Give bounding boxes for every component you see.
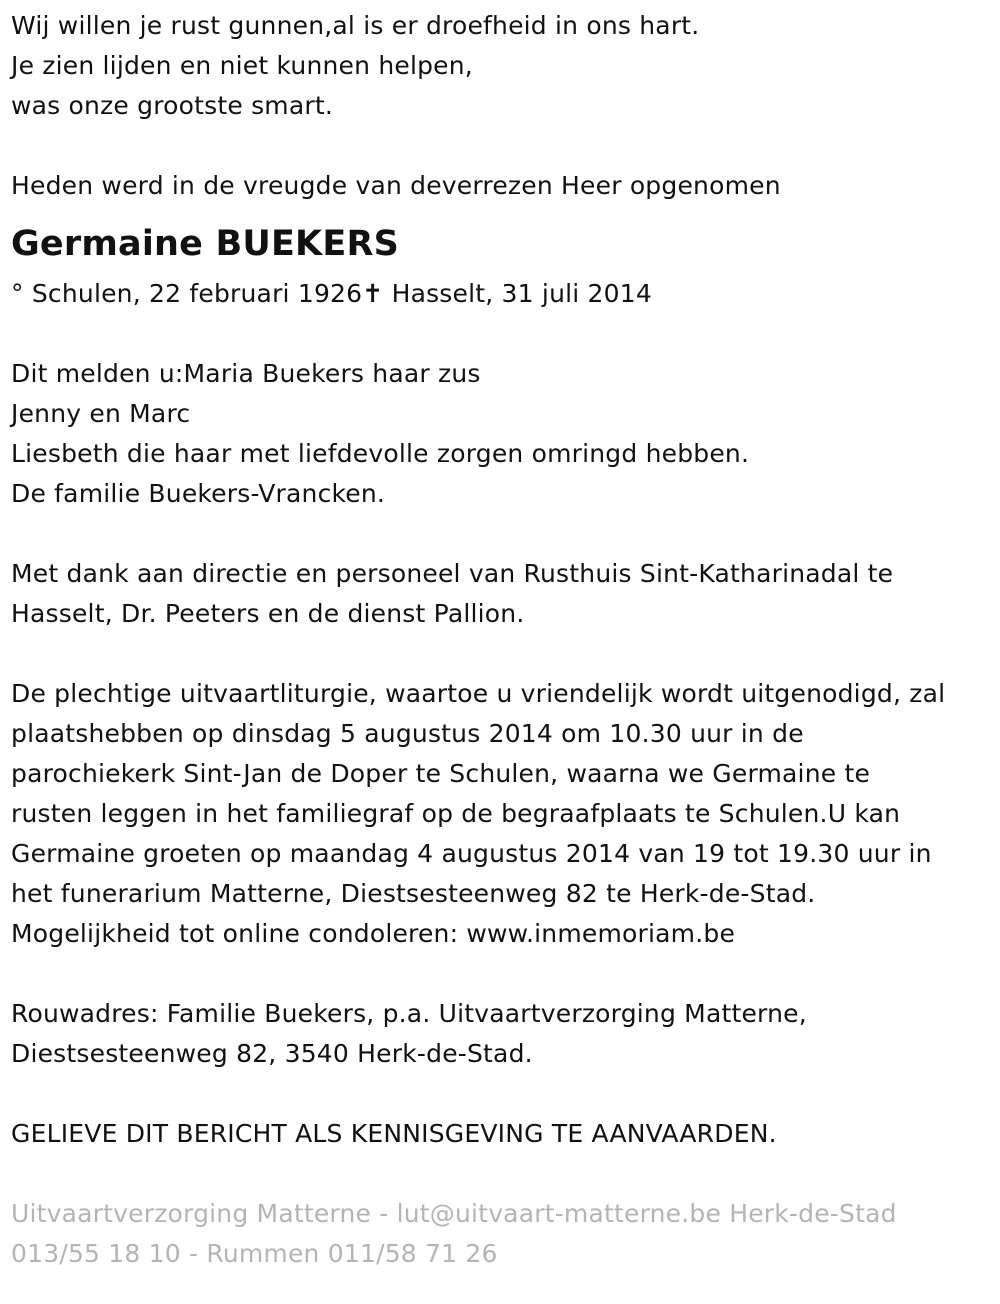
poem [11, 6, 996, 126]
poem-line: Je zien lijden en niet kunnen helpen, [11, 51, 473, 80]
mourning-address [11, 994, 996, 1074]
footer-line: Uitvaartverzorging Matterne - lut@uitvaart-matterne.be Herk-de-Stad [11, 1199, 897, 1228]
obituary-notice [11, 6, 996, 1274]
notice-text: GELIEVE DIT BERICHT ALS KENNISGEVING TE AANVAARDEN. [11, 1119, 777, 1148]
announcer-line: Liesbeth die haar met liefdevolle zorgen omringd hebben. [11, 439, 750, 468]
ceremony-line: Mogelijkheid tot online condoleren: www.inmemoriam.be [11, 919, 736, 948]
thanks-line: Met dank aan directie en personeel van Rusthuis Sint-Katharinadal te [11, 559, 894, 588]
death-date: Hasselt, 31 juli 2014 [383, 279, 652, 308]
poem-line: Wij willen je rust gunnen,al is er droefheid in ons hart. [11, 11, 700, 40]
birth-date: ° Schulen, 22 februari 1926 [11, 279, 363, 308]
thanks-line: Hasselt, Dr. Peeters en de dienst Pallion. [11, 599, 525, 628]
ceremony-line: parochiekerk Sint-Jan de Doper te Schulen, waarna we Germaine te [11, 759, 871, 788]
footer-line: 013/55 18 10 - Rummen 011/58 71 26 [11, 1239, 498, 1268]
announcer-line: Dit melden u:Maria Buekers haar zus [11, 359, 481, 388]
address-line: Rouwadres: Familie Buekers, p.a. Uitvaartverzorging Matterne, [11, 999, 807, 1028]
funeral-director-footer [11, 1194, 996, 1274]
poem-line: was onze grootste smart. [11, 91, 333, 120]
cross-icon: ✝ [362, 279, 384, 308]
ceremony-line: rusten leggen in het familiegraf op de begraafplaats te Schulen.U kan [11, 799, 901, 828]
ceremony-details [11, 674, 996, 954]
ceremony-line: plaatshebben op dinsdag 5 augustus 2014 om 10.30 uur in de [11, 719, 804, 748]
life-dates [11, 274, 996, 314]
ceremony-line: het funerarium Matterne, Diestsesteenweg 82 te Herk-de-Stad. [11, 879, 816, 908]
intro-text: Heden werd in de vreugde van deverrezen Heer opgenomen [11, 171, 781, 200]
thanks [11, 554, 996, 634]
announcer-line: De familie Buekers-Vrancken. [11, 479, 386, 508]
ceremony-line: De plechtige uitvaartliturgie, waartoe u vriendelijk wordt uitgenodigd, zal [11, 679, 946, 708]
announcers [11, 354, 996, 514]
deceased-name: Germaine BUEKERS [11, 224, 400, 264]
ceremony-line: Germaine groeten op maandag 4 augustus 2014 van 19 tot 19.30 uur in [11, 839, 932, 868]
announcer-line: Jenny en Marc [11, 399, 191, 428]
address-line: Diestsesteenweg 82, 3540 Herk-de-Stad. [11, 1039, 533, 1068]
